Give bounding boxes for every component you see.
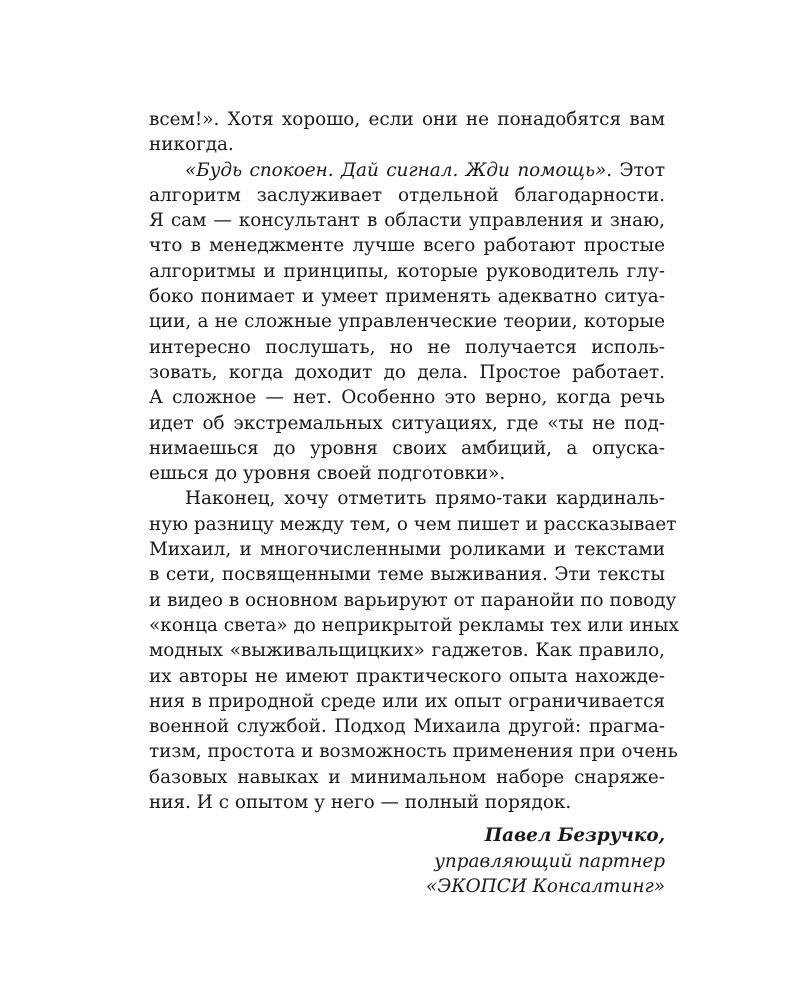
text-line: модных «выживальщицких» гаджетов. Как правило,: [149, 640, 665, 662]
text-line: алгоритмы и принципы, которые руководитель глу-: [149, 260, 665, 282]
text-line: и видео в основном варьируют от паранойи по поводу: [149, 589, 677, 611]
quote-line: [149, 158, 665, 183]
text-line: ешься до уровня своей подготовки».: [149, 463, 506, 485]
text-line: в сети, посвященными теме выживания. Эти тексты: [149, 564, 665, 586]
author-company: «ЭКОПСИ Консалтинг»: [426, 876, 665, 898]
text-line: нимаешься до уровня своих амбиций, а опуска-: [149, 437, 665, 459]
text-line: Я сам — консультант в области управления и знаю,: [149, 210, 665, 232]
text-line: Наконец, хочу отметить прямо-таки кардиналь-: [185, 488, 665, 510]
text-line: ную разницу между тем, о чем пишет и рассказывает: [149, 513, 677, 535]
text-line: тизм, простота и возможность применения при очень: [149, 741, 678, 763]
author-title: управляющий партнер: [434, 850, 665, 872]
text-line: всем!». Хотя хорошо, если они не понадобятся вам: [149, 109, 665, 130]
text-line: что в менеджменте лучше всего работают простые: [149, 235, 665, 257]
text-line: военной службой. Подход Михаила другой: прагма-: [149, 716, 665, 738]
signature-block: [426, 823, 665, 900]
text-line: Михаил, и многочисленными роликами и текстами: [149, 539, 665, 561]
body-text: [149, 107, 679, 815]
text-line: никогда.: [149, 134, 234, 156]
text-line: ния в природной среде или их опыт ограничивается: [149, 690, 665, 712]
author-name: Павел Безручко,: [484, 825, 665, 846]
text-line: идет об экстремальных ситуациях, где «ты не под-: [149, 412, 665, 434]
text-line: зовать, когда доходит до дела. Простое работает.: [149, 361, 665, 383]
italic-quote: «Будь спокоен. Дай сигнал. Жди помощь».: [185, 159, 613, 181]
text-line: алгоритм заслуживает отдельной благодарности.: [149, 184, 665, 206]
text-line: А сложное — нет. Особенно это верно, когда речь: [149, 387, 665, 409]
text-line: базовых навыках и минимальном наборе снаряже-: [149, 766, 665, 788]
text-line: их авторы не имеют практического опыта нахожде-: [149, 665, 665, 687]
text-line: ния. И с опытом у него — полный порядок.: [149, 792, 572, 814]
text-line: боко понимает и умеет применять адекватно ситуа-: [149, 286, 665, 308]
text-line: «конца света» до неприкрытой рекламы тех или иных: [149, 614, 679, 636]
text-line: интересно послушать, но не получается исполь-: [149, 336, 665, 358]
quote-line-rest: Этот: [612, 159, 665, 181]
text-line: ции, а не сложные управленческие теории, которые: [149, 311, 665, 333]
